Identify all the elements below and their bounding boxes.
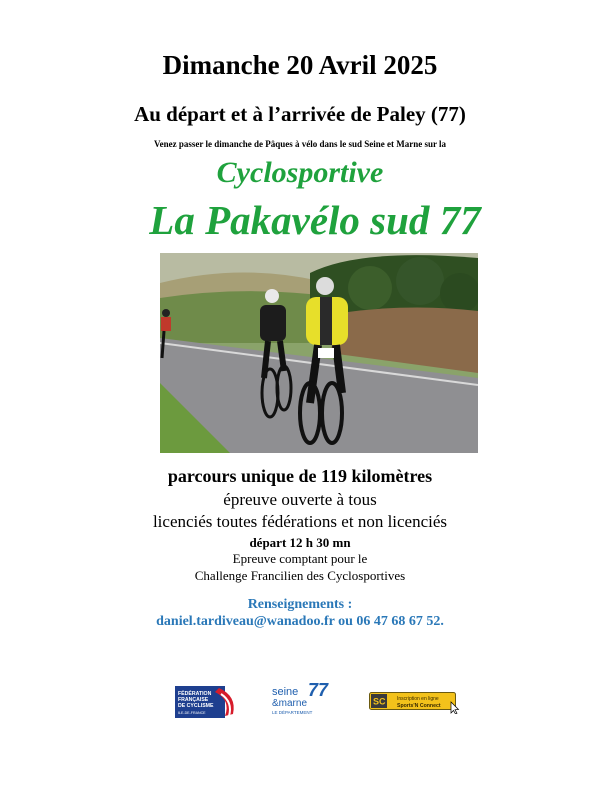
ffc-line3: DE CYCLISME [178, 703, 214, 709]
event-name: La Pakavélo sud 77 [149, 197, 481, 243]
inscription-line1: Inscription en ligne [397, 696, 439, 702]
contact-line[interactable]: daniel.tardiveau@wanadoo.fr ou 06 47 68 67 52. [156, 614, 444, 629]
event-date: Dimanche 20 Avril 2025 [162, 50, 438, 80]
challenge-name: Challenge Francilien des Cyclosportives [194, 568, 406, 583]
start-location: Au départ et à l’arrivée de Paley (77) [134, 102, 466, 126]
ffc-logo [175, 686, 241, 718]
ffc-line1: FÉDÉRATION [178, 691, 212, 697]
seine-number: 77 [308, 680, 329, 700]
licence-info: licenciés toutes fédérations et non licenciés [152, 512, 448, 531]
ffc-line2: FRANÇAISE [178, 697, 209, 703]
info-title: Renseignements : [247, 597, 353, 612]
open-to-all: épreuve ouverte à tous [223, 490, 377, 509]
seine-line3: LE DÉPARTEMENT [272, 710, 313, 715]
event-type: Cyclosportive [216, 156, 384, 189]
seine-line1: seine [272, 686, 299, 698]
ffc-line4: ILE-DE-FRANCE [178, 711, 206, 715]
cyclists-photo [160, 253, 478, 453]
seine-line2: &marne [272, 698, 308, 709]
route-distance: parcours unique de 119 kilomètres [167, 466, 433, 486]
start-time: départ 12 h 30 mn [249, 535, 351, 550]
intro-text: Venez passer le dimanche de Pâques à vélo dans le sud Seine et Marne sur la [153, 139, 447, 149]
online-registration-button[interactable] [369, 692, 461, 714]
inscription-line2: Sports'N Connect [397, 703, 441, 709]
counting-text: Epreuve comptant pour le [232, 551, 368, 566]
svg-text:SC: SC [373, 696, 386, 707]
seine-et-marne-logo [272, 678, 332, 718]
